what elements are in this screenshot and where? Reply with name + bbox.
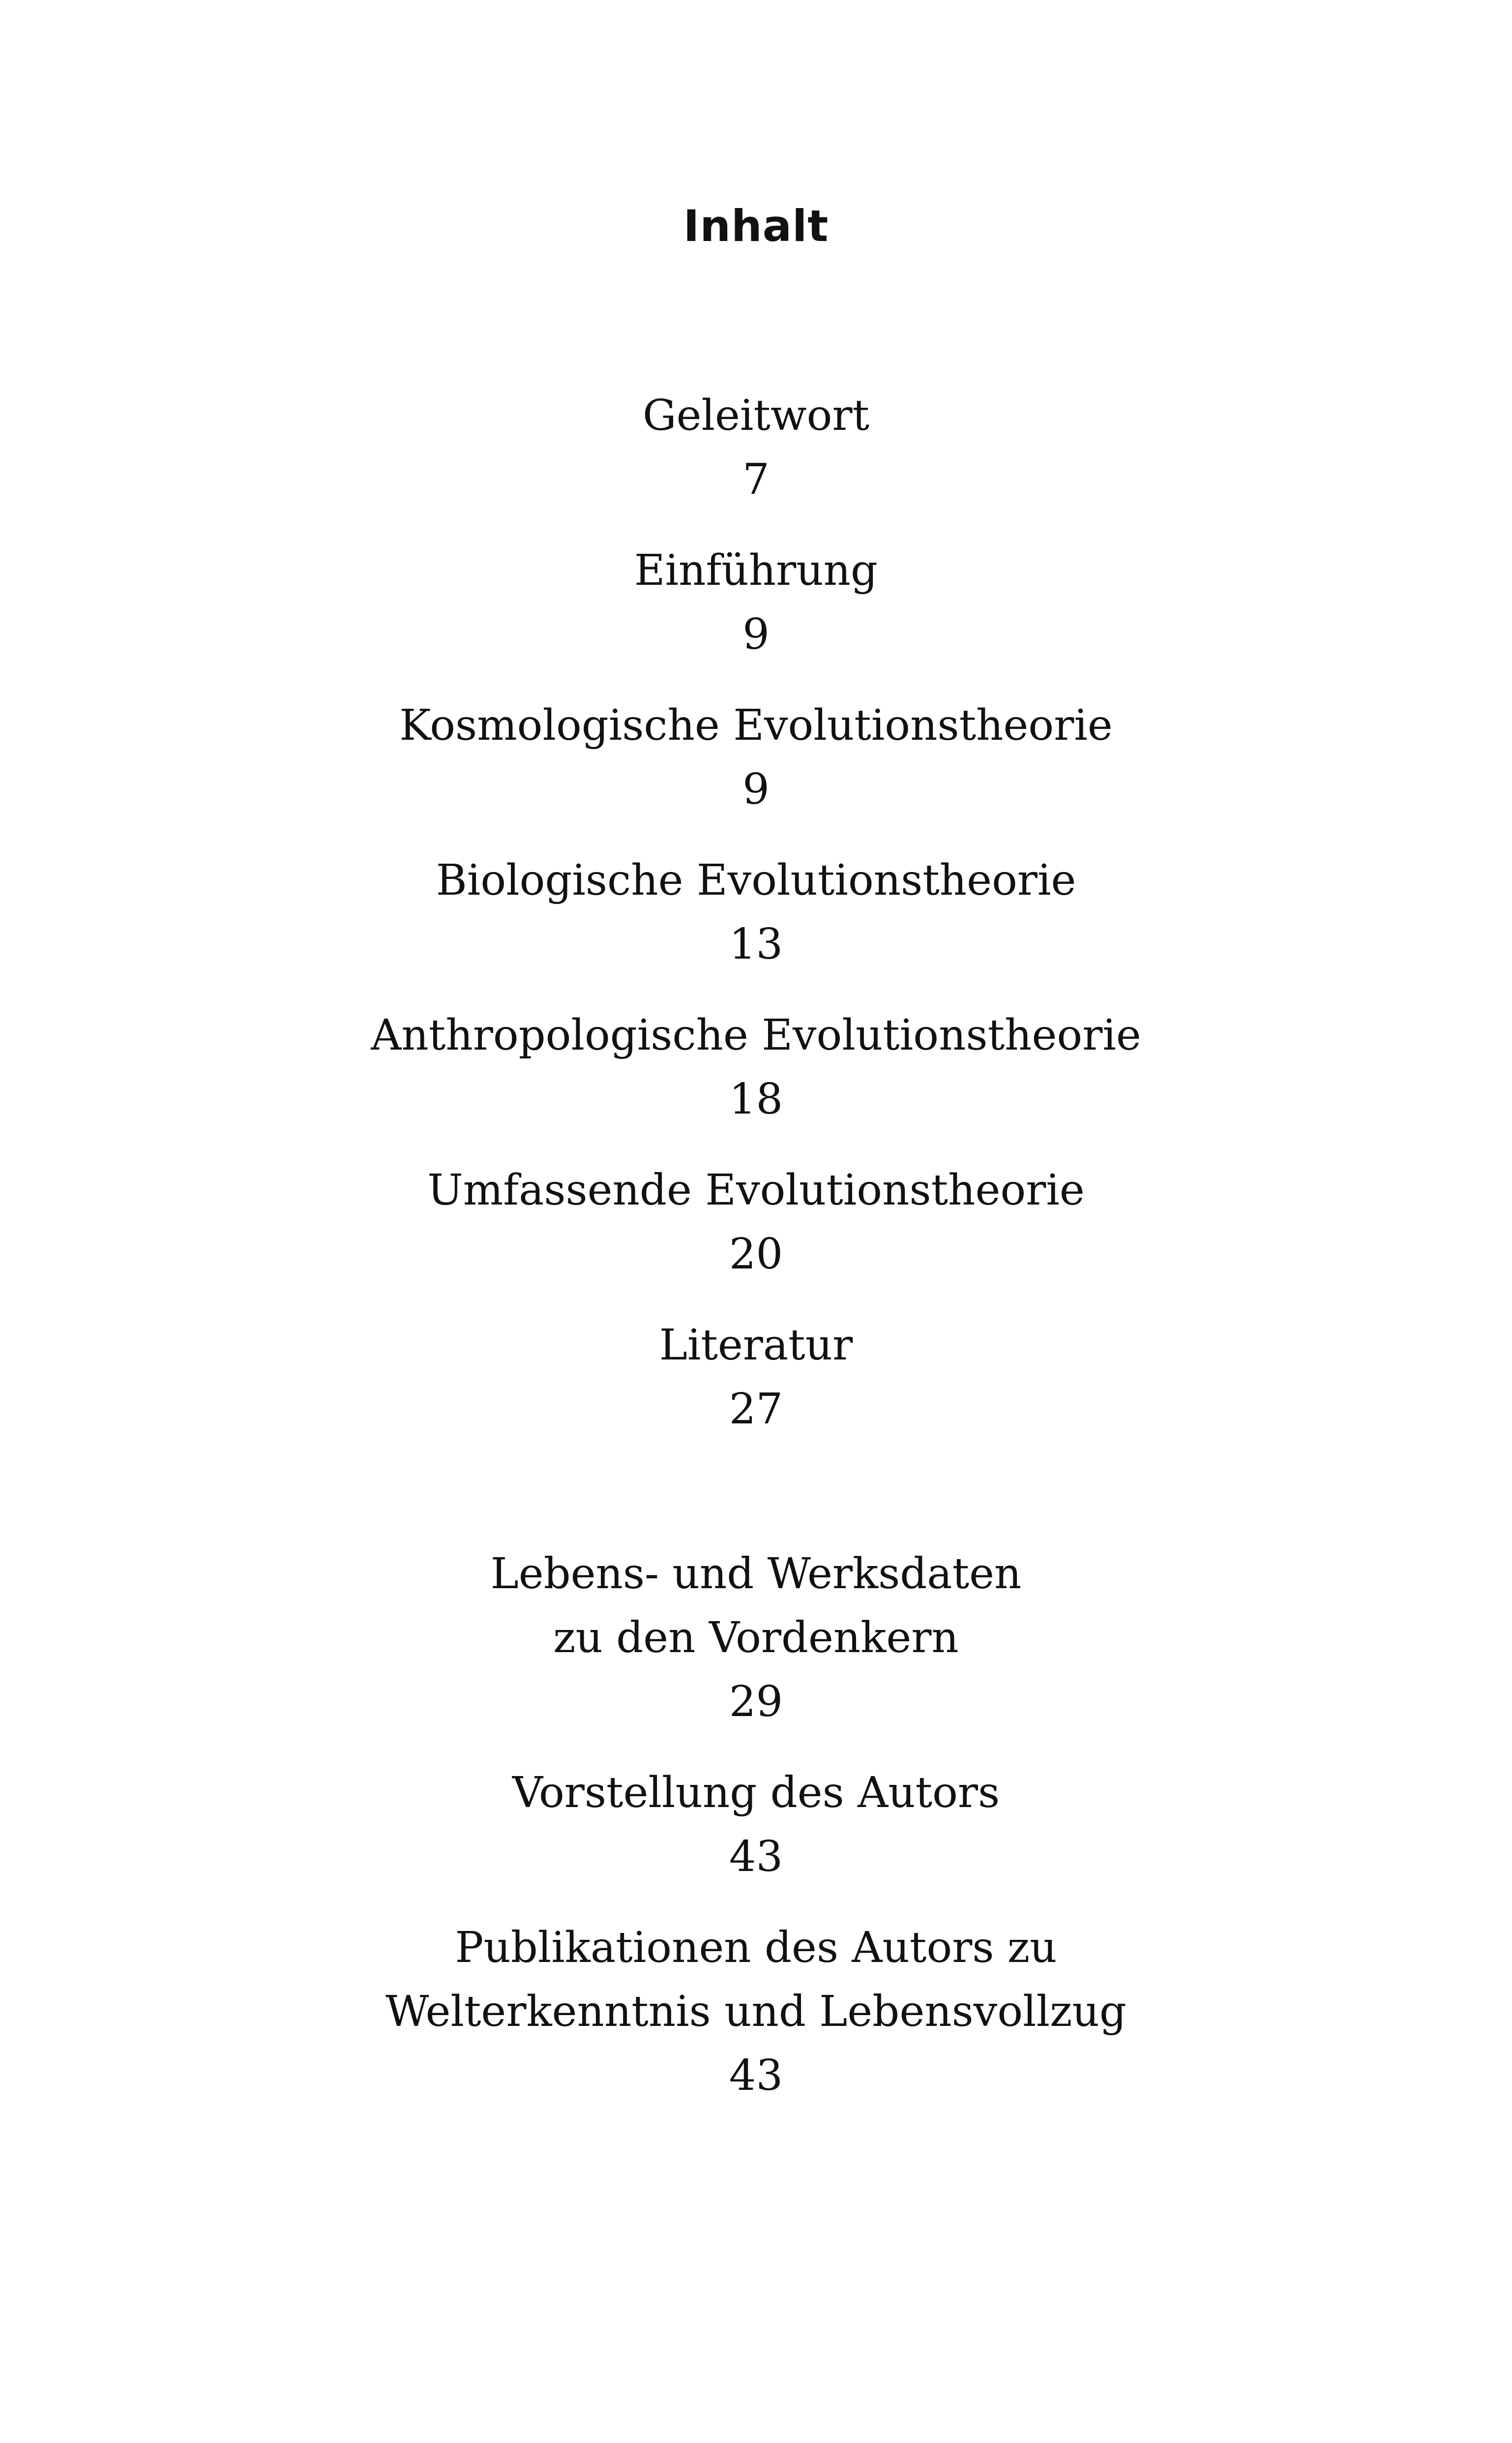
toc-entry-page: 18 bbox=[729, 1075, 783, 1124]
toc-entry-title: Kosmologische Evolutionstheorie bbox=[399, 701, 1113, 750]
toc-entry-page: 7 bbox=[742, 455, 770, 504]
toc-entry-page: 27 bbox=[729, 1385, 783, 1434]
page-title: Inhalt bbox=[683, 201, 829, 251]
toc-entry-title: Lebens- und Werksdaten bbox=[490, 1549, 1022, 1599]
toc-entry-page: 13 bbox=[729, 920, 783, 969]
toc-entry-title: Einführung bbox=[634, 546, 878, 595]
toc-entry-title: Umfassende Evolutionstheorie bbox=[427, 1166, 1085, 1215]
toc-entry-title: Literatur bbox=[659, 1321, 853, 1370]
toc-entry-page: 9 bbox=[742, 610, 770, 659]
toc-entry-title: Geleitwort bbox=[642, 391, 870, 440]
toc-entry-title: Vorstellung des Autors bbox=[512, 1768, 1000, 1817]
toc-entry-title: Biologische Evolutionstheorie bbox=[436, 856, 1076, 905]
toc-entry-title: zu den Vordenkern bbox=[553, 1613, 959, 1662]
toc-entry-title: Anthropologische Evolutionstheorie bbox=[371, 1011, 1141, 1060]
toc-entry-page: 43 bbox=[729, 1832, 783, 1881]
toc-entry-page: 20 bbox=[729, 1230, 783, 1279]
toc-entry-title: Publikationen des Autors zu bbox=[455, 1923, 1057, 1972]
toc-entry-page: 43 bbox=[729, 2051, 783, 2100]
toc-entry-title: Welterkenntnis und Lebensvollzug bbox=[385, 1987, 1127, 2036]
toc-entry-page: 9 bbox=[742, 765, 770, 814]
toc-entry-page: 29 bbox=[729, 1677, 783, 1726]
